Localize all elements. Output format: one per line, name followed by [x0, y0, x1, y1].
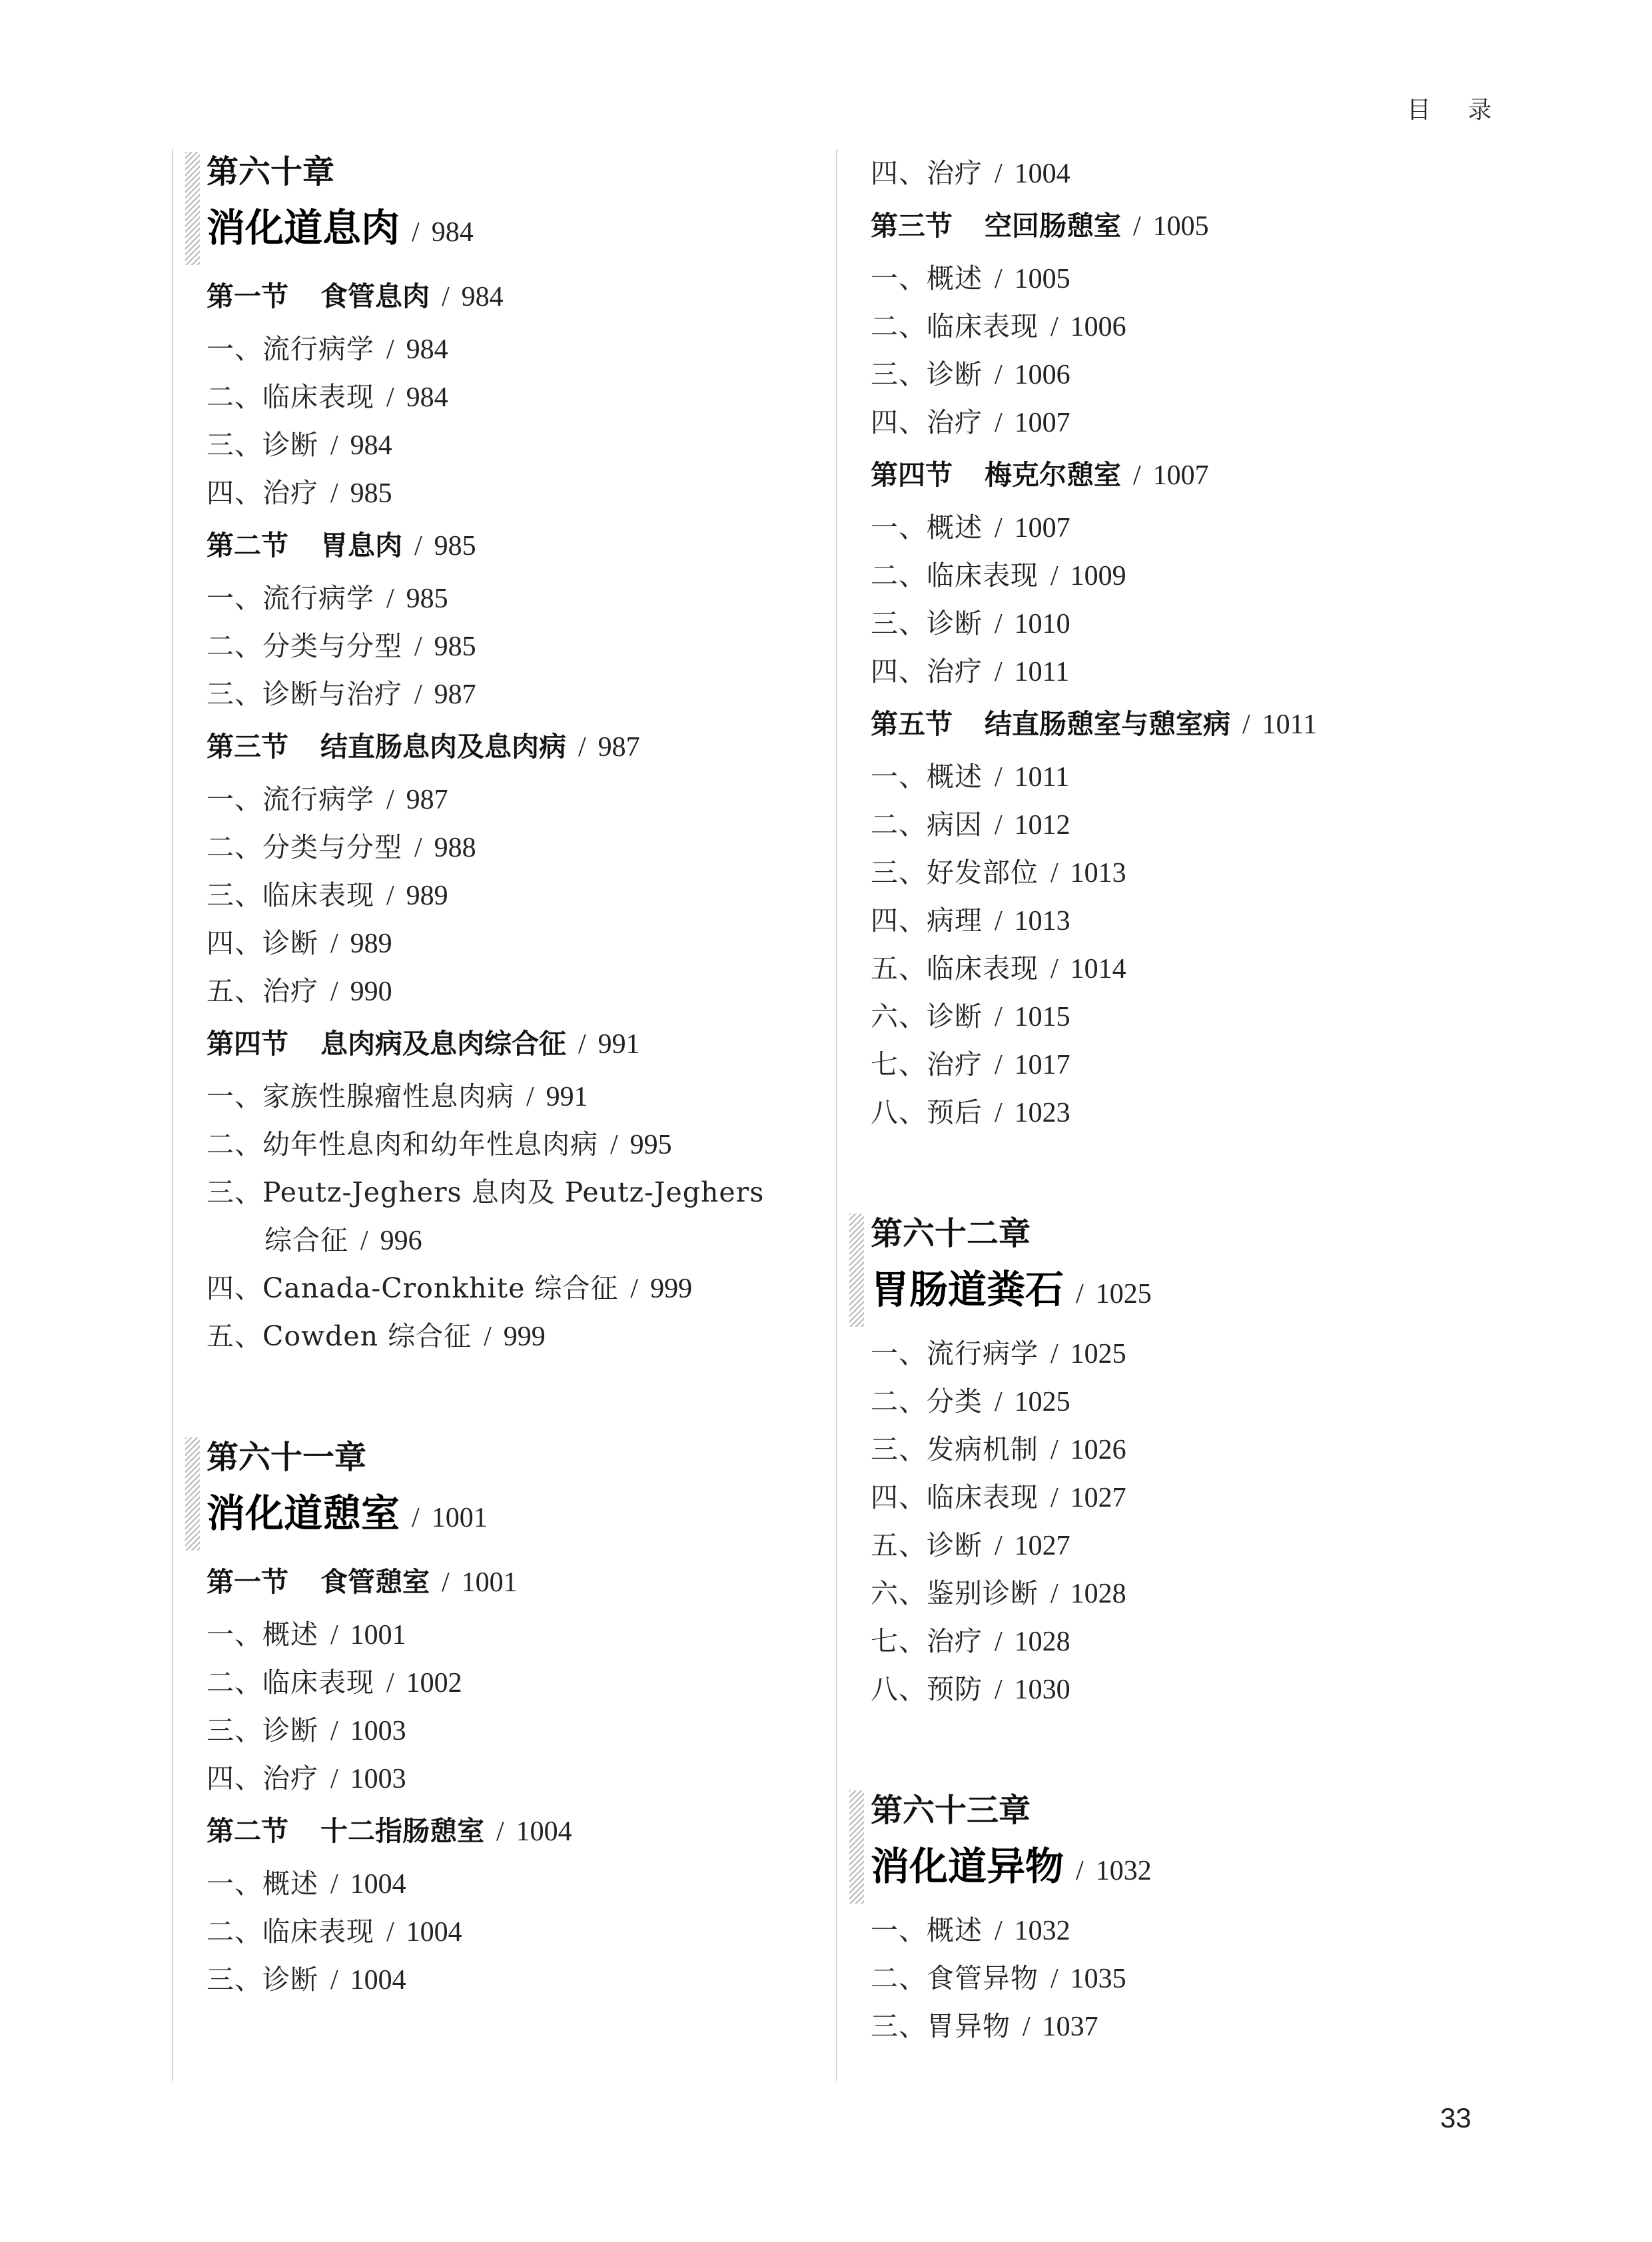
page-separator: / [414, 833, 422, 863]
chapter-marker [185, 152, 200, 265]
item-text[interactable]: 八、预防 [871, 1673, 983, 1705]
item-text[interactable]: 五、治疗 [206, 975, 318, 1007]
page-separator: / [995, 159, 1003, 189]
toc-item [871, 1521, 1470, 1569]
page-separator: / [330, 1869, 338, 1900]
page-ref: 987 [598, 732, 640, 763]
page-ref: 1015 [1014, 1002, 1070, 1032]
item-text[interactable]: 一、概述 [871, 761, 983, 793]
page-ref: 984 [461, 282, 504, 312]
page-separator: / [1050, 1435, 1058, 1465]
page-ref: 985 [350, 478, 392, 509]
chapter-marker [849, 1214, 864, 1327]
item-text[interactable]: 一、概述 [871, 1914, 983, 1946]
page-ref: 1006 [1070, 312, 1126, 342]
page-separator: / [330, 1620, 338, 1651]
chapter-marker [849, 1790, 864, 1904]
toc-item [206, 421, 806, 469]
page-separator: / [330, 1764, 338, 1794]
toc-column-right [836, 149, 1470, 2081]
page-separator: / [414, 679, 422, 710]
toc-item [871, 2002, 1470, 2050]
toc-item [871, 849, 1470, 897]
page-ref: 1004 [516, 1816, 572, 1847]
page-ref: 1001 [431, 1503, 488, 1533]
item-text[interactable]: 三、临床表现 [206, 879, 374, 911]
item-text[interactable]: 六、诊断 [871, 1000, 983, 1032]
page-separator: / [1050, 1579, 1058, 1609]
section-label: 第三节 [871, 210, 953, 242]
item-text[interactable]: 一、流行病学 [206, 333, 374, 365]
page-ref: 1025 [1070, 1339, 1126, 1369]
item-text[interactable]: 四、临床表现 [871, 1481, 1038, 1513]
page-separator: / [330, 478, 338, 509]
page-separator: / [1050, 1339, 1058, 1369]
toc-item [871, 753, 1470, 801]
chapter-title-line [871, 1833, 1470, 1906]
page-ref: 1005 [1014, 264, 1070, 294]
page-separator: / [442, 282, 450, 312]
toc-item [871, 647, 1470, 695]
page-separator: / [995, 906, 1003, 936]
page-ref: 989 [350, 929, 392, 959]
item-text[interactable]: 四、治疗 [871, 655, 983, 687]
page-separator: / [526, 1082, 534, 1112]
toc-item [206, 823, 806, 871]
page-separator: / [630, 1274, 639, 1304]
page-ref: 1007 [1152, 460, 1209, 491]
toc-item [206, 670, 806, 718]
toc-item [871, 1906, 1470, 1954]
running-head: 目 录 [1407, 97, 1507, 124]
toc-item [871, 944, 1470, 992]
toc-item [871, 1329, 1470, 1377]
item-text[interactable]: 三、诊断 [871, 358, 983, 390]
page-ref: 1013 [1014, 906, 1070, 936]
page-ref: 984 [350, 430, 392, 461]
toc-item [206, 1659, 806, 1706]
toc-item [871, 350, 1470, 398]
toc-section [871, 446, 1470, 504]
page-separator: / [1076, 1279, 1084, 1309]
page-ref: 996 [380, 1226, 422, 1256]
page-number: 33 [1440, 2102, 1471, 2133]
item-text[interactable]: 三、发病机制 [871, 1433, 1038, 1465]
page-separator: / [995, 264, 1003, 294]
page-separator: / [442, 1567, 450, 1598]
toc-item [206, 775, 806, 823]
page-separator: / [496, 1816, 504, 1847]
page-separator: / [386, 334, 394, 365]
page-separator: / [1050, 1964, 1058, 1994]
page-ref: 1014 [1070, 954, 1126, 984]
item-text[interactable]: 四、治疗 [871, 406, 983, 438]
toc-item [206, 967, 806, 1015]
toc-item [206, 1706, 806, 1754]
page-separator: / [484, 1321, 492, 1352]
item-text[interactable]: 三、诊断与治疗 [206, 678, 402, 710]
toc-item [206, 1072, 806, 1120]
page-ref: 1001 [350, 1620, 406, 1651]
page-ref: 1010 [1014, 609, 1070, 639]
page-separator: / [386, 785, 394, 815]
page-separator: / [578, 1029, 586, 1060]
toc-item [206, 1264, 806, 1312]
section-label: 第四节 [871, 459, 953, 491]
page-ref: 991 [598, 1029, 640, 1060]
toc-section [206, 517, 806, 574]
page-separator: / [412, 217, 420, 248]
page-separator: / [1242, 709, 1250, 740]
toc-item [871, 1425, 1470, 1473]
page-separator: / [386, 583, 394, 614]
toc-item [871, 504, 1470, 552]
page-separator: / [995, 1050, 1003, 1080]
section-label: 第二节 [206, 1815, 288, 1847]
page-separator: / [995, 657, 1003, 687]
toc-section [206, 268, 806, 325]
page-ref: 1006 [1014, 360, 1070, 390]
section-label: 第二节 [206, 530, 288, 561]
toc-item [206, 1216, 806, 1264]
item-text[interactable]: 三、诊断 [206, 1714, 318, 1746]
page-ref: 1032 [1095, 1856, 1152, 1886]
item-text[interactable]: 二、食管异物 [871, 1962, 1038, 1994]
toc-item [206, 1168, 806, 1216]
item-text[interactable]: 二、临床表现 [206, 1667, 374, 1698]
item-text[interactable]: 二、分类与分型 [206, 630, 402, 662]
section-title[interactable]: 梅克尔憩室 [985, 459, 1121, 491]
toc-section [206, 1015, 806, 1072]
toc-list [173, 149, 806, 2004]
page-ref: 995 [629, 1130, 672, 1160]
toc-item [871, 149, 1470, 197]
toc-item [206, 919, 806, 967]
section-title[interactable]: 胃息肉 [320, 530, 402, 561]
item-text[interactable]: 三、诊断 [206, 1964, 318, 1996]
toc-item [206, 325, 806, 373]
section-title[interactable]: 食管憩室 [320, 1566, 430, 1598]
toc-item [871, 599, 1470, 647]
item-text[interactable]: 一、概述 [206, 1868, 318, 1900]
page-ref: 988 [434, 833, 476, 863]
section-title[interactable]: 空回肠憩室 [985, 210, 1121, 242]
chapter-title-line [206, 1480, 806, 1553]
toc-item [206, 622, 806, 670]
page-ref: 1005 [1152, 211, 1209, 242]
page-separator: / [330, 929, 338, 959]
toc-column-left [172, 149, 806, 2081]
item-text[interactable]: 二、临床表现 [206, 1916, 374, 1948]
item-text[interactable]: 五、Cowden 综合征 [206, 1320, 472, 1352]
item-text[interactable]: 一、概述 [206, 1619, 318, 1651]
section-title[interactable]: 十二指肠憩室 [320, 1815, 484, 1847]
section-label: 第三节 [206, 731, 288, 763]
page-separator: / [995, 1387, 1003, 1417]
page-separator: / [1076, 1856, 1084, 1886]
page-ref: 1027 [1014, 1531, 1070, 1561]
toc-item [206, 1611, 806, 1659]
chapter-title-line [871, 1256, 1470, 1329]
page-ref: 1007 [1014, 513, 1070, 544]
page-separator: / [330, 1965, 338, 1996]
item-text[interactable]: 二、幼年性息肉和幼年性息肉病 [206, 1128, 598, 1160]
page-separator: / [995, 1098, 1003, 1128]
page-separator: / [578, 732, 586, 763]
section-title[interactable]: 结直肠息肉及息肉病 [320, 731, 566, 763]
page-ref: 1023 [1014, 1098, 1070, 1128]
page-separator: / [1023, 2012, 1031, 2042]
page-separator: / [330, 976, 338, 1007]
item-text[interactable]: 七、治疗 [871, 1625, 983, 1657]
page-separator: / [1133, 460, 1141, 491]
item-text[interactable]: 五、诊断 [871, 1529, 983, 1561]
toc-item [871, 897, 1470, 944]
page-separator: / [1050, 1483, 1058, 1513]
toc-item [871, 1954, 1470, 2002]
page-separator: / [330, 1716, 338, 1746]
page-separator: / [995, 1002, 1003, 1032]
chapter-number: 第六十三章 [871, 1792, 1031, 1829]
page-separator: / [1050, 954, 1058, 984]
toc-item [206, 574, 806, 622]
toc-item [206, 373, 806, 421]
page-ref: 1026 [1070, 1435, 1126, 1465]
item-text[interactable]: 一、概述 [871, 262, 983, 294]
page-separator: / [995, 513, 1003, 544]
item-text[interactable]: 四、病理 [871, 905, 983, 936]
item-text[interactable]: 六、鉴别诊断 [871, 1577, 1038, 1609]
toc-section [206, 1802, 806, 1860]
page-separator: / [995, 609, 1003, 639]
toc-item [206, 1860, 806, 1908]
toc-item [206, 1120, 806, 1168]
item-text[interactable]: 三、胃异物 [871, 2010, 1011, 2042]
page-ref: 985 [406, 583, 448, 614]
page-separator: / [360, 1226, 368, 1256]
page-ref: 1003 [350, 1716, 406, 1746]
page-separator: / [414, 531, 422, 561]
page-ref: 1025 [1095, 1279, 1152, 1309]
item-text[interactable]: 二、临床表现 [871, 560, 1038, 591]
page-ref: 991 [546, 1082, 588, 1112]
page-separator: / [386, 1668, 394, 1698]
section-label: 第一节 [206, 1566, 288, 1598]
toc-item [206, 469, 806, 517]
toc-section [206, 718, 806, 775]
page-separator: / [1050, 858, 1058, 889]
page-ref: 1032 [1014, 1916, 1070, 1946]
chapter-title[interactable]: 消化道异物 [871, 1844, 1064, 1889]
page-ref: 1028 [1070, 1579, 1126, 1609]
toc-item [206, 1908, 806, 1956]
page-separator: / [414, 631, 422, 662]
page-separator: / [1050, 312, 1058, 342]
item-text[interactable]: 三、Peutz-Jeghers 息肉及 Peutz-Jeghers [206, 1176, 765, 1208]
chapter-number: 第六十一章 [206, 1439, 367, 1476]
item-text[interactable]: 二、分类 [871, 1385, 983, 1417]
section-title[interactable]: 息肉病及息肉综合征 [320, 1028, 566, 1060]
toc-list [837, 149, 1470, 2050]
item-text[interactable]: 三、诊断 [206, 429, 318, 461]
page-ref: 1011 [1014, 762, 1070, 793]
toc-chapter [206, 149, 806, 268]
section-label: 第一节 [206, 280, 288, 312]
page-ref: 1004 [1014, 159, 1070, 189]
page-separator: / [386, 382, 394, 413]
item-text[interactable]: 一、流行病学 [871, 1337, 1038, 1369]
toc-item [206, 1956, 806, 2004]
page-separator: / [1050, 561, 1058, 591]
page-ref: 1025 [1014, 1387, 1070, 1417]
page-ref: 1001 [461, 1567, 518, 1598]
page-separator: / [995, 360, 1003, 390]
item-text[interactable]: 一、概述 [871, 512, 983, 544]
page-separator: / [995, 1675, 1003, 1705]
page-ref: 1004 [350, 1965, 406, 1996]
chapter-title-line [206, 194, 806, 268]
page-ref: 1012 [1014, 810, 1070, 841]
page-ref: 1011 [1262, 709, 1318, 740]
item-text[interactable]: 二、病因 [871, 809, 983, 841]
page-ref: 990 [350, 976, 392, 1007]
toc-item [871, 398, 1470, 446]
item-text[interactable]: 三、好发部位 [871, 857, 1038, 889]
toc-item [871, 801, 1470, 849]
page-separator: / [386, 881, 394, 911]
page-ref: 999 [503, 1321, 546, 1352]
page-ref: 1011 [1014, 657, 1070, 687]
chapter-title[interactable]: 消化道憩室 [206, 1491, 400, 1536]
page-ref: 1035 [1070, 1964, 1126, 1994]
toc-chapter [871, 1788, 1470, 1906]
page-ref: 985 [434, 631, 476, 662]
toc-item [871, 1473, 1470, 1521]
page-ref: 1004 [406, 1917, 462, 1948]
toc-item [871, 1665, 1470, 1713]
toc-item [206, 871, 806, 919]
item-text[interactable]: 综合征 [264, 1224, 348, 1256]
toc-item [871, 1040, 1470, 1088]
page-ref: 999 [650, 1274, 693, 1304]
item-text[interactable]: 二、临床表现 [871, 310, 1038, 342]
page-separator: / [995, 1531, 1003, 1561]
page-ref: 987 [434, 679, 476, 710]
section-label: 第四节 [206, 1028, 288, 1060]
item-text[interactable]: 四、Canada-Cronkhite 综合征 [206, 1272, 619, 1304]
toc-section [871, 197, 1470, 254]
page-ref: 984 [406, 382, 448, 413]
item-text[interactable]: 一、流行病学 [206, 783, 374, 815]
chapter-number: 第六十二章 [871, 1215, 1031, 1252]
page-ref: 1013 [1070, 858, 1126, 889]
page-ref: 984 [431, 217, 474, 248]
item-text[interactable]: 四、治疗 [206, 477, 318, 509]
toc-chapter [871, 1211, 1470, 1329]
section-title[interactable]: 结直肠憩室与憩室病 [985, 708, 1230, 740]
page-ref: 987 [406, 785, 448, 815]
item-text[interactable]: 三、诊断 [871, 607, 983, 639]
page-separator: / [386, 1917, 394, 1948]
page-ref: 1037 [1042, 2012, 1098, 2042]
item-text[interactable]: 二、分类与分型 [206, 831, 402, 863]
toc-item [871, 1569, 1470, 1617]
chapter-title[interactable]: 消化道息肉 [206, 205, 400, 250]
page-ref: 985 [434, 531, 476, 561]
toc-section [871, 695, 1470, 753]
page-separator: / [995, 408, 1003, 438]
page-ref: 1003 [350, 1764, 406, 1794]
chapter-title[interactable]: 胃肠道粪石 [871, 1267, 1064, 1312]
item-text[interactable]: 四、诊断 [206, 927, 318, 959]
page-ref: 1007 [1014, 408, 1070, 438]
chapter-number: 第六十章 [206, 153, 335, 190]
item-text[interactable]: 一、家族性腺瘤性息肉病 [206, 1080, 514, 1112]
page-ref: 1002 [406, 1668, 462, 1698]
toc-chapter [206, 1435, 806, 1553]
item-text[interactable]: 五、临床表现 [871, 952, 1038, 984]
toc-item [871, 992, 1470, 1040]
chapter-marker [185, 1437, 200, 1551]
page-ref: 989 [406, 881, 448, 911]
item-text[interactable]: 四、治疗 [206, 1762, 318, 1794]
page-ref: 1017 [1014, 1050, 1070, 1080]
item-text[interactable]: 七、治疗 [871, 1048, 983, 1080]
page-ref: 1027 [1070, 1483, 1126, 1513]
page-ref: 1009 [1070, 561, 1126, 591]
toc-item [871, 254, 1470, 302]
toc-item [871, 302, 1470, 350]
page-ref: 984 [406, 334, 448, 365]
section-label: 第五节 [871, 708, 953, 740]
page-separator: / [995, 810, 1003, 841]
page-ref: 1004 [350, 1869, 406, 1900]
page-ref: 1030 [1014, 1675, 1070, 1705]
section-title[interactable]: 食管息肉 [320, 280, 430, 312]
page-separator: / [412, 1503, 420, 1533]
item-text[interactable]: 八、预后 [871, 1096, 983, 1128]
toc-item [871, 1088, 1470, 1136]
page-separator: / [995, 1916, 1003, 1946]
item-text[interactable]: 四、治疗 [871, 157, 983, 189]
page-separator: / [995, 762, 1003, 793]
page-separator: / [1133, 211, 1141, 242]
toc-item [206, 1754, 806, 1802]
toc-item [871, 552, 1470, 599]
page-separator: / [610, 1130, 618, 1160]
toc-item [871, 1617, 1470, 1665]
item-text[interactable]: 一、流行病学 [206, 582, 374, 614]
page-separator: / [995, 1627, 1003, 1657]
page-separator: / [330, 430, 338, 461]
toc-section [206, 1553, 806, 1611]
toc-item [206, 1312, 806, 1360]
toc-item [871, 1377, 1470, 1425]
page-ref: 1028 [1014, 1627, 1070, 1657]
item-text[interactable]: 二、临床表现 [206, 381, 374, 413]
